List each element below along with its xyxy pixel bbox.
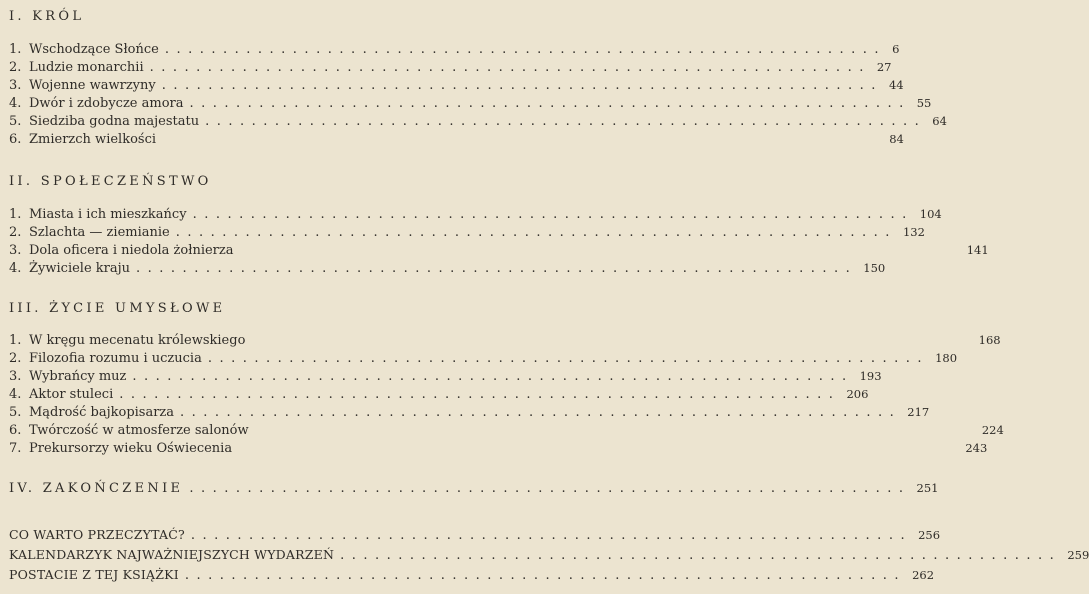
dot-leader: .............................................................. [340, 548, 1062, 563]
entry-title: Szlachta — ziemianie [29, 225, 170, 240]
dot-leader: .............................................................. [164, 42, 887, 57]
entry-number: 2. [9, 351, 22, 366]
dot-leader: .............................................................. [180, 405, 902, 420]
entry-number: 3. [9, 369, 22, 384]
entry-page-number: 206 [846, 387, 869, 401]
entry-number: 1. [9, 333, 22, 348]
entry-page-number: 44 [888, 78, 904, 92]
entry-title: Twórczość w atmosferze salonów [29, 423, 249, 438]
entry-page-number: 64 [932, 114, 947, 128]
dot-leader: .............................................................. [189, 481, 911, 496]
entry-title: Aktor stuleci [29, 387, 114, 402]
toc-entry-appendix[interactable] [9, 567, 935, 585]
entry-number: 3. [9, 78, 22, 93]
entry-title: Miasta i ich mieszkańcy [29, 207, 187, 222]
entry-number: 4. [9, 261, 22, 276]
entry-page-number: 224 [981, 423, 1004, 437]
entry-page-number: 27 [876, 60, 892, 74]
entry-title: Zmierzch wielkości [29, 132, 157, 147]
entry-title: Siedziba godna majestatu [29, 114, 200, 129]
entry-page-number: 193 [859, 369, 882, 383]
entry-number: 6. [9, 132, 22, 147]
dot-leader: .............................................................. [190, 528, 913, 543]
section-title-zycie-umyslowe: III. ŻYCIE UMYSŁOWE [9, 301, 226, 316]
entry-page-number: 141 [966, 243, 989, 257]
entry-title: Filozofia rozumu i uczucia [29, 351, 202, 366]
entry-page-number: 180 [935, 351, 958, 365]
entry-number: 1. [9, 42, 22, 57]
toc-entry[interactable] [9, 261, 886, 279]
entry-title: Ludzie monarchii [29, 60, 144, 75]
toc-entry[interactable] [9, 423, 1004, 441]
entry-page-number: 6 [892, 42, 900, 56]
dot-leader: .............................................................. [192, 207, 914, 222]
entry-page-number: 132 [902, 225, 925, 239]
entry-title: Dola oficera i niedola żołnierza [29, 243, 234, 258]
toc-entry[interactable] [9, 441, 988, 459]
entry-number: 2. [9, 60, 22, 75]
dot-leader: .............................................................. [189, 96, 911, 111]
entry-title: Dwór i zdobycze amora [29, 96, 184, 111]
dot-leader: .............................................................. [119, 387, 841, 402]
entry-title: Wschodzące Słońce [29, 42, 159, 57]
entry-number: 6. [9, 423, 22, 438]
entry-page-number: 150 [863, 261, 886, 275]
section-title-krol: I. KRÓL [9, 9, 85, 24]
entry-page-number: 84 [889, 132, 904, 146]
toc-entry[interactable] [9, 114, 947, 132]
toc-entry[interactable] [9, 351, 958, 369]
toc-entry[interactable] [9, 78, 904, 96]
toc-entry[interactable] [9, 96, 932, 114]
toc-entry[interactable] [9, 132, 904, 150]
toc-entry[interactable] [9, 405, 930, 423]
entry-title: Prekursorzy wieku Oświecenia [29, 441, 233, 456]
dot-leader: .............................................................. [132, 369, 854, 384]
toc-entry-conclusion[interactable] [9, 481, 939, 499]
entry-title: Mądrość bajkopisarza [29, 405, 175, 420]
toc-entry[interactable] [9, 207, 942, 225]
entry-title: CO WARTO PRZECZYTAĆ? [9, 527, 185, 542]
entry-page-number: 262 [912, 568, 935, 582]
entry-page-number: 104 [919, 207, 942, 221]
entry-title: W kręgu mecenatu królewskiego [29, 333, 246, 348]
toc-entry[interactable] [9, 387, 869, 405]
dot-leader: .............................................................. [184, 568, 907, 583]
toc-entry[interactable] [9, 60, 892, 78]
entry-number: 1. [9, 207, 22, 222]
toc-entry[interactable] [9, 333, 1001, 351]
toc-entry[interactable] [9, 369, 882, 387]
toc-entry[interactable] [9, 42, 900, 60]
entry-page-number: 55 [916, 96, 932, 110]
entry-number: 7. [9, 441, 22, 456]
toc-entry[interactable] [9, 243, 989, 261]
section-title-zakonczenie: IV. ZAKOŃCZENIE [9, 481, 184, 496]
entry-number: 4. [9, 387, 22, 402]
entry-title: KALENDARZYK NAJWAŻNIEJSZYCH WYDARZEŃ [9, 547, 335, 562]
dot-leader: .............................................................. [149, 60, 871, 75]
dot-leader: .............................................................. [175, 225, 897, 240]
entry-page-number: 251 [916, 481, 939, 495]
dot-leader: .............................................................. [136, 261, 858, 276]
entry-number: 4. [9, 96, 22, 111]
dot-leader: .............................................................. [161, 78, 883, 93]
toc-entry[interactable] [9, 225, 925, 243]
section-title-spoleczenstwo: II. SPOŁECZEŃSTWO [9, 174, 212, 189]
entry-page-number: 259 [1067, 548, 1089, 562]
entry-page-number: 256 [918, 528, 941, 542]
entry-title: Żywiciele kraju [29, 261, 131, 276]
entry-number: 5. [9, 405, 22, 420]
entry-title: Wojenne wawrzyny [29, 78, 156, 93]
toc-entry-appendix[interactable] [9, 527, 941, 545]
entry-number: 3. [9, 243, 22, 258]
entry-number: 2. [9, 225, 22, 240]
entry-page-number: 168 [978, 333, 1001, 347]
entry-page-number: 217 [907, 405, 930, 419]
entry-number: 5. [9, 114, 22, 129]
toc-entry-appendix[interactable] [9, 547, 1089, 565]
entry-title: POSTACIE Z TEJ KSIĄŻKI [9, 567, 179, 582]
dot-leader: .............................................................. [207, 351, 930, 366]
entry-title: Wybrańcy muz [29, 369, 127, 384]
dot-leader: .............................................................. [205, 114, 927, 129]
entry-page-number: 243 [965, 441, 988, 455]
